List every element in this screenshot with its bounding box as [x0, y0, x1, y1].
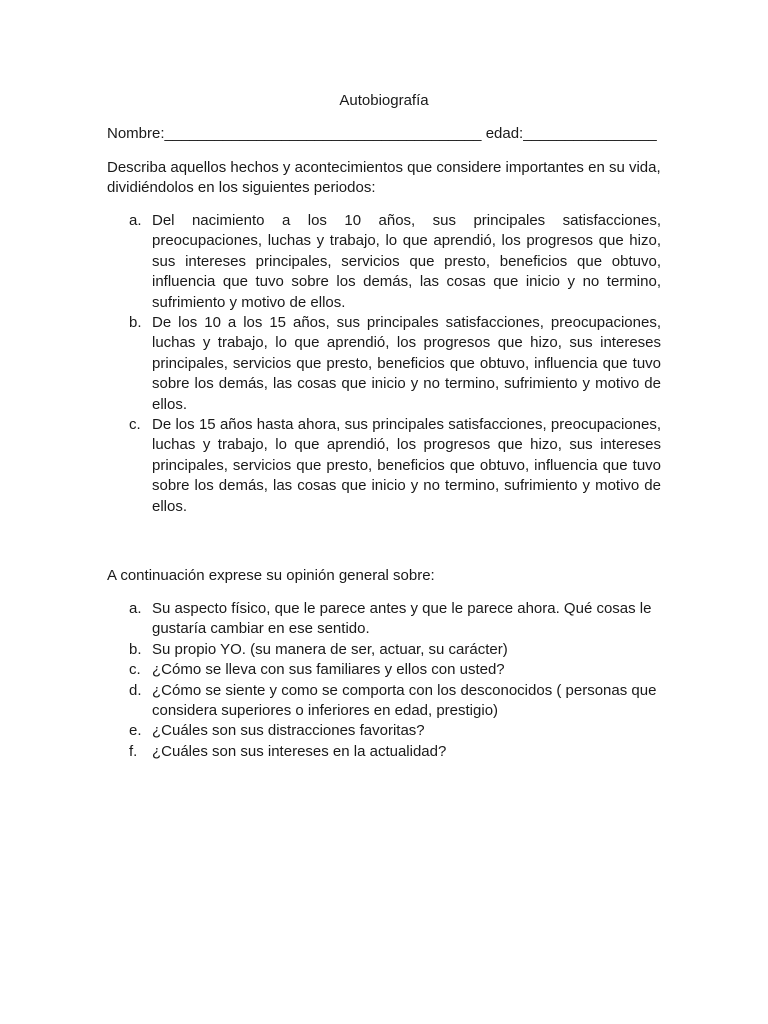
list-item-text: ¿Cuáles son sus distracciones favoritas? [152, 722, 425, 740]
list-item [107, 681, 661, 722]
list-item-text: Su aspecto físico, que le parece antes y que le parece ahora. Qué cosas le gustaría cambiar en ese sentido. [152, 600, 652, 638]
intro-paragraph: Describa aquellos hechos y acontecimientos que considere importantes en su vida, dividiéndolos en los siguientes periodos: [107, 159, 661, 197]
name-age-field: Nombre:______________________________________ edad:________________ [107, 125, 657, 142]
list-item-text: Del nacimiento a los 10 años, sus principales satisfacciones, preocupaciones, luchas y trabajo, lo que aprendió, los progresos que hizo, sus intereses principales, servicios que presto, beneficios que obtuvo, influencia que tuvo sobre los demás, las cosas que inicio y no termino, sufrimiento y motivo de ellos. [152, 212, 661, 311]
list-item-text: ¿Cómo se lleva con sus familiares y ellos con usted? [152, 661, 505, 679]
list-item [107, 742, 661, 762]
list-item-text: ¿Cuáles son sus intereses en la actualidad? [152, 742, 447, 760]
list-marker: c. [129, 661, 141, 679]
list-item [107, 211, 661, 313]
opinions-list [107, 599, 661, 762]
list-item [107, 599, 661, 640]
list-marker: d. [129, 681, 142, 699]
list-marker: a. [129, 212, 142, 229]
list-item-text: ¿Cómo se siente y como se comporta con los desconocidos ( personas que considera superiores o inferiores en edad, prestigio) [152, 681, 657, 720]
section2-intro: A continuación exprese su opinión general sobre: [107, 567, 435, 584]
list-item-text: De los 15 años hasta ahora, sus principales satisfacciones, preocupaciones, luchas y trabajo, lo que aprendió, los progresos que hizo, sus intereses principales, servicios que presto, beneficios que obtuvo, influencia que tuvo sobre los demás, las cosas que inicio y no termino, sufrimiento y motivo de ellos. [152, 416, 661, 515]
list-marker: b. [129, 640, 142, 658]
list-marker: b. [129, 314, 142, 332]
list-marker: a. [129, 600, 142, 617]
list-marker: e. [129, 722, 142, 740]
list-item [107, 313, 661, 415]
list-item [107, 415, 661, 517]
periods-list [107, 211, 661, 517]
list-item [107, 640, 661, 660]
list-item [107, 721, 661, 741]
list-item-text: Su propio YO. (su manera de ser, actuar, su carácter) [152, 640, 508, 658]
list-item-text: De los 10 a los 15 años, sus principales satisfacciones, preocupaciones, luchas y trabajo, lo que aprendió, los progresos que hizo, sus intereses principales, servicios que presto, beneficios que obtuvo, influencia que tuvo sobre los demás, las cosas que inicio y no termino, sufrimiento y motivo de ellos. [152, 314, 661, 413]
list-marker: c. [129, 416, 141, 434]
document-title: Autobiografía [339, 92, 429, 109]
list-marker: f. [129, 742, 138, 760]
list-item [107, 660, 661, 680]
